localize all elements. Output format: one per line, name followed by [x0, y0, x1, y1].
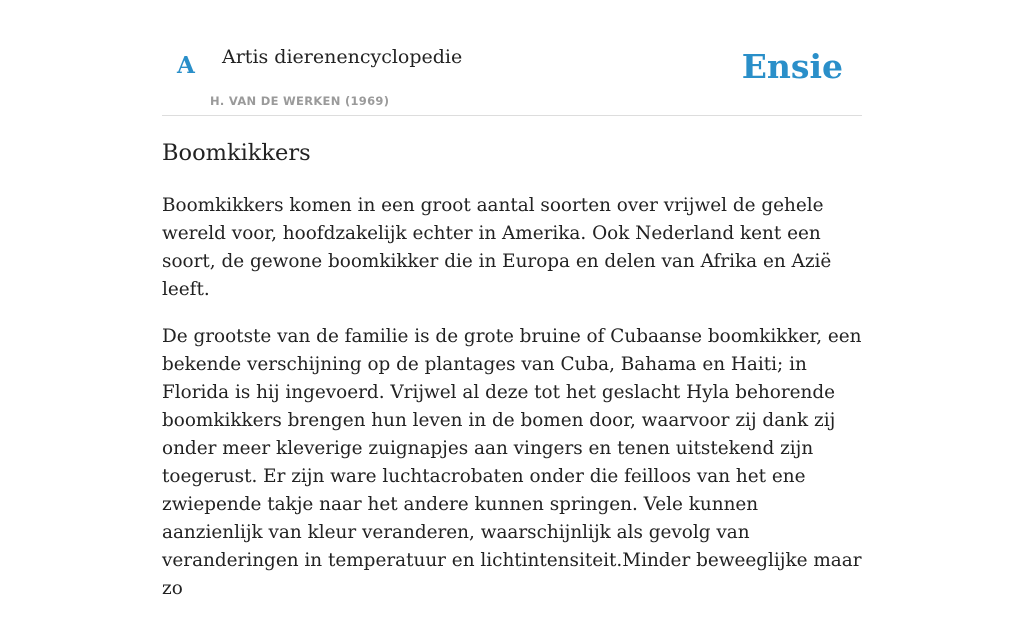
- paragraph: Boomkikkers komen in een groot aantal soorten over vrijwel de gehele wereld voor, hoofdzakelijk echter in Amerika. Ook Nederland kent een soort, de gewone boomkikker die in Europa en delen van Afrika en Azië leeft.: [162, 195, 832, 300]
- header: [162, 0, 862, 116]
- article-body: [162, 192, 862, 622]
- page: [162, 0, 862, 599]
- letter-index-link[interactable]: A: [177, 52, 195, 79]
- book-author: H. VAN DE WERKEN (1969): [210, 94, 390, 108]
- article-title: Boomkikkers: [162, 140, 311, 166]
- site-logo[interactable]: Ensie: [741, 47, 843, 86]
- paragraph: De grootste van de familie is de grote bruine of Cubaanse boomkikker, een bekende verschijning op de plantages van Cuba, Bahama en Haiti; in Florida is hij ingevoerd. Vrijwel al deze tot het geslacht Hyla behorende boomkikkers brengen hun leven in de bomen door, waarvoor zij dank zij onder meer kleverige zuignapjes aan vingers en tenen uitstekend zijn toegerust. Er zijn ware luchtacrobaten onder die feilloos van het ene zwiepende takje naar het andere kunnen springen. Vele kunnen aanzienlijk van kleur veranderen, waarschijnlijk als gevolg van veranderingen in temperatuur en lichtintensiteit.Minder beweeglijke maar zo: [162, 326, 862, 599]
- book-title[interactable]: Artis dierenencyclopedie: [222, 46, 463, 68]
